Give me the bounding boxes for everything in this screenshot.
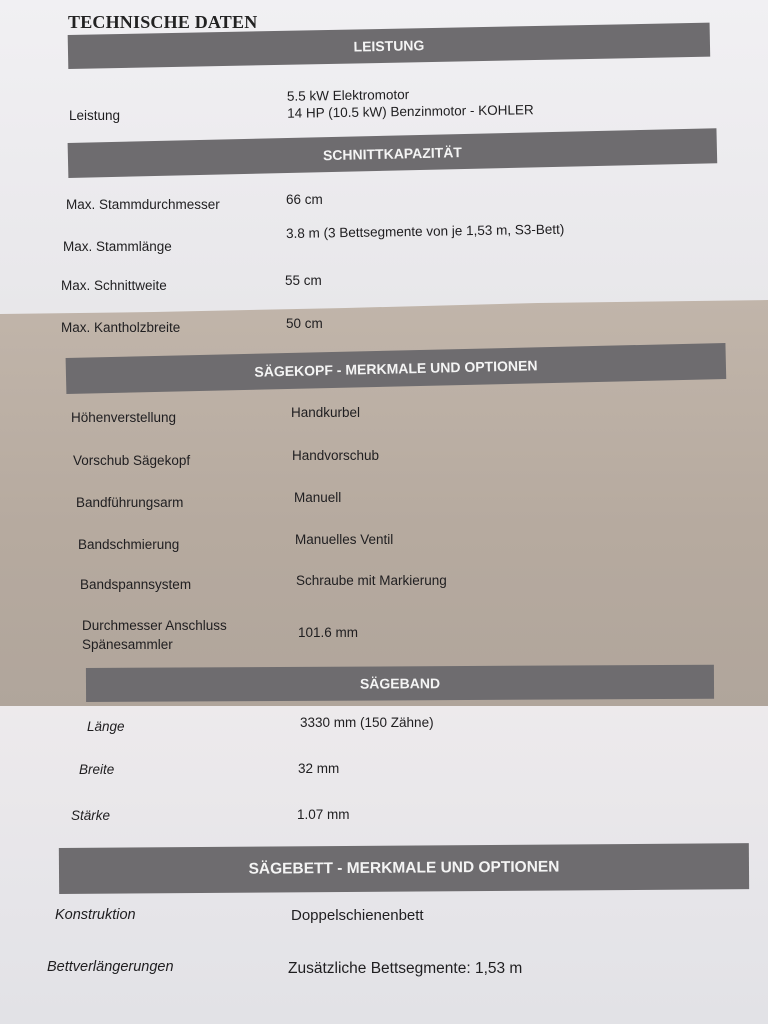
label-bandfuehrungsarm: Bandführungsarm (76, 495, 184, 510)
section-heading-saegebett-text: SÄGEBETT - MERKMALE UND OPTIONEN (248, 858, 560, 878)
section-heading-schnittkapazitaet-text: SCHNITTKAPAZITÄT (322, 143, 463, 163)
value-max-stammlaenge: 3.8 m (3 Bettsegmente von je 1,53 m, S3-Bett) (285, 221, 565, 241)
label-max-schnittweite: Max. Schnittweite (61, 278, 167, 293)
label-durchmesser-anschluss-line-2: Spänesammler (82, 637, 173, 652)
value-konstruktion: Doppelschienenbett (291, 907, 424, 924)
value-hoehenverstellung: Handkurbel (291, 405, 361, 420)
section-heading-leistung-text: LEISTUNG (353, 37, 425, 55)
value-durchmesser-anschluss: 101.6 mm (298, 625, 359, 640)
document-title: TECHNISCHE DATEN (68, 12, 258, 32)
label-durchmesser-anschluss-line-1: Durchmesser Anschluss (82, 618, 227, 633)
label-durchmesser-anschluss (82, 616, 227, 654)
label-max-kantholzbreite: Max. Kantholzbreite (61, 320, 181, 335)
value-breite: 32 mm (298, 761, 340, 776)
value-bandfuehrungsarm: Manuell (294, 490, 342, 505)
label-konstruktion: Konstruktion (55, 907, 136, 923)
value-bettverlaengerungen: Zusätzliche Bettsegmente: 1,53 m (288, 960, 523, 977)
label-leistung: Leistung (69, 108, 121, 123)
value-bandspannsystem: Schraube mit Markierung (296, 573, 447, 588)
label-max-stammdurchmesser: Max. Stammdurchmesser (66, 197, 220, 212)
label-breite: Breite (79, 762, 115, 777)
section-heading-saegeband (86, 665, 714, 702)
value-max-stammdurchmesser: 66 cm (286, 192, 323, 207)
label-hoehenverstellung: Höhenverstellung (71, 410, 177, 425)
value-leistung-line-2: 14 HP (10.5 kW) Benzinmotor - KOHLER (287, 102, 534, 121)
label-staerke: Stärke (71, 808, 111, 823)
label-max-stammlaenge: Max. Stammlänge (63, 239, 172, 254)
section-heading-saegebett (59, 843, 749, 894)
value-leistung (287, 84, 534, 121)
label-bandspannsystem: Bandspannsystem (80, 577, 192, 592)
label-vorschub-saegekopf: Vorschub Sägekopf (73, 453, 191, 468)
value-leistung-line-1: 5.5 kW Elektromotor (286, 87, 410, 104)
label-laenge: Länge (87, 719, 125, 734)
section-heading-saegeband-text: SÄGEBAND (359, 675, 441, 692)
label-bettverlaengerungen: Bettverlängerungen (47, 959, 174, 975)
value-bandschmierung: Manuelles Ventil (295, 532, 394, 547)
value-vorschub-saegekopf: Handvorschub (292, 448, 380, 463)
value-laenge: 3330 mm (150 Zähne) (300, 715, 434, 730)
label-bandschmierung: Bandschmierung (78, 537, 180, 552)
value-staerke: 1.07 mm (297, 807, 350, 822)
section-heading-saegekopf-text: SÄGEKOPF - MERKMALE UND OPTIONEN (254, 357, 538, 380)
value-max-kantholzbreite: 50 cm (286, 316, 323, 331)
value-max-schnittweite: 55 cm (285, 273, 322, 288)
